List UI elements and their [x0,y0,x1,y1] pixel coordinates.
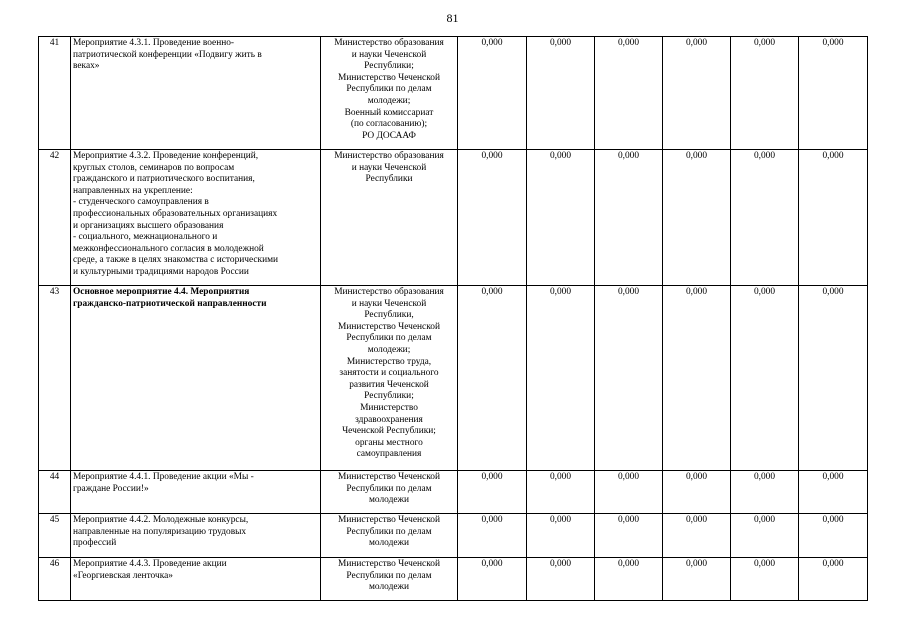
activity-cell [71,150,321,286]
funding-value: 0,000 [731,558,799,601]
executor-cell [321,286,458,471]
funding-value: 0,000 [799,37,868,150]
executor-cell [321,514,458,558]
funding-value: 0,000 [527,471,595,514]
activity-description: Мероприятие 4.3.1. Проведение военно- патриотической конференции «Подвигу жить в веках» [73,38,262,72]
funding-value: 0,000 [663,558,731,601]
funding-value: 0,000 [663,150,731,286]
funding-value: 0,000 [527,150,595,286]
activity-cell [71,471,321,514]
funding-value: 0,000 [595,37,663,150]
funding-value: 0,000 [527,286,595,471]
funding-value: 0,000 [595,286,663,471]
row-number: 46 [39,558,71,601]
table-row [39,37,868,150]
table-row [39,514,868,558]
activity-description: Мероприятие 4.4.3. Проведение акции «Георгиевская ленточка» [73,559,227,581]
activity-description: Основное мероприятие 4.4. Мероприятия гражданско-патриотической направленности [73,287,267,309]
row-number: 43 [39,286,71,471]
funding-value: 0,000 [595,514,663,558]
table-body [39,37,868,601]
table-row [39,286,868,471]
funding-value: 0,000 [458,471,527,514]
executor-cell [321,37,458,150]
funding-value: 0,000 [731,150,799,286]
row-number: 41 [39,37,71,150]
activity-description: Мероприятие 4.4.1. Проведение акции «Мы - граждане России!» [73,472,254,494]
executor-cell [321,471,458,514]
row-number: 42 [39,150,71,286]
activity-cell [71,286,321,471]
funding-value: 0,000 [799,150,868,286]
executor-cell [321,150,458,286]
activity-cell [71,514,321,558]
funding-value: 0,000 [527,37,595,150]
activity-cell [71,558,321,601]
funding-value: 0,000 [731,514,799,558]
funding-value: 0,000 [595,150,663,286]
activity-description: Мероприятие 4.3.2. Проведение конференций, круглых столов, семинаров по вопросам гражданского и патриотического воспитания, направленных на укрепление: - студенческого самоуправления в профессиональных образовательных организациях и организациях высшего образования - социального, межнационального и межконфессионального согласия в молодежной среде, а также в целях знакомства с историческими и культурными традициями народов России [73,151,279,277]
funding-value: 0,000 [799,286,868,471]
page-number: 81 [446,11,459,25]
funding-value: 0,000 [458,286,527,471]
table-row [39,558,868,601]
executor-text: Министерство образования и науки Чеченской Республики; Министерство Чеченской Республики по делам молодежи; Военный комиссариат (по согласованию); РО ДОСААФ [334,38,444,141]
activity-description: Мероприятие 4.4.2. Молодежные конкурсы, направленные на популяризацию трудовых профессий [73,515,249,549]
table-row [39,471,868,514]
funding-value: 0,000 [731,286,799,471]
funding-value: 0,000 [595,471,663,514]
funding-value: 0,000 [458,37,527,150]
executor-text: Министерство Чеченской Республики по делам молодежи [337,515,440,549]
funding-value: 0,000 [527,558,595,601]
program-activities-table [38,36,868,601]
funding-value: 0,000 [731,37,799,150]
funding-value: 0,000 [663,471,731,514]
funding-value: 0,000 [458,558,527,601]
funding-value: 0,000 [527,514,595,558]
funding-value: 0,000 [799,514,868,558]
executor-text: Министерство Чеченской Республики по делам молодежи [337,559,440,593]
table-row [39,150,868,286]
activity-cell [71,37,321,150]
executor-text: Министерство Чеченской Республики по делам молодежи [337,472,440,506]
executor-cell [321,558,458,601]
funding-value: 0,000 [799,558,868,601]
funding-value: 0,000 [595,558,663,601]
executor-text: Министерство образования и науки Чеченской Республики [334,151,444,185]
funding-value: 0,000 [731,471,799,514]
funding-value: 0,000 [799,471,868,514]
funding-value: 0,000 [663,286,731,471]
funding-value: 0,000 [458,150,527,286]
funding-value: 0,000 [663,514,731,558]
row-number: 44 [39,471,71,514]
row-number: 45 [39,514,71,558]
executor-text: Министерство образования и науки Чеченской Республики, Министерство Чеченской Республики по делам молодежи; Министерство труда, занятости и социального развития Чеченской Республики; Министерство здравоохранения Чеченской Республики; органы местного самоуправления [334,287,444,460]
funding-value: 0,000 [458,514,527,558]
funding-value: 0,000 [663,37,731,150]
